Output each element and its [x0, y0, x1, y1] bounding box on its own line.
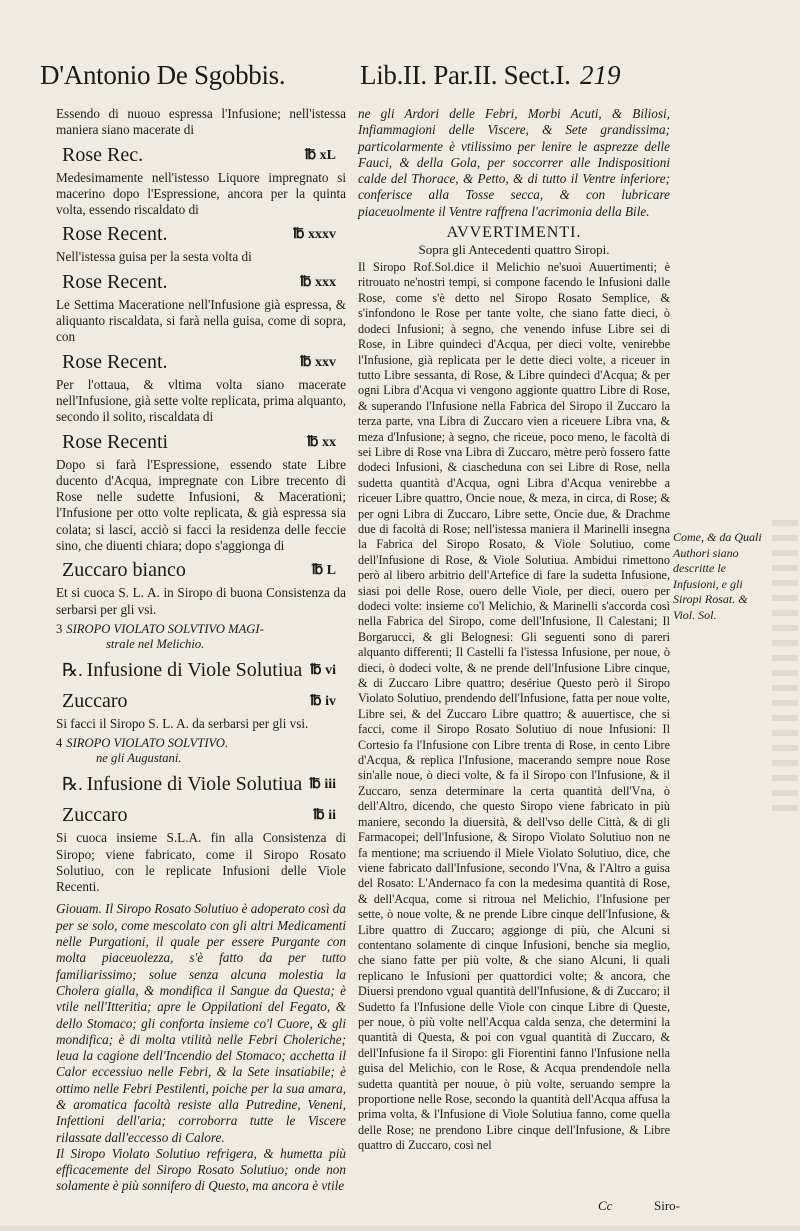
ingredient-quantity: ℔ xxxv — [293, 227, 336, 243]
paragraph: Per l'ottaua, & vltima volta siano macerate nell'Infusione, già sette volte replicata, prima alquanto, secondo il solito, riscaldata di — [56, 376, 346, 425]
right-column — [358, 106, 670, 1154]
ingredient-line — [56, 346, 346, 377]
ingredient-quantity: ℔ vi — [310, 662, 336, 678]
ingredient-quantity: ℔ xxx — [300, 274, 336, 290]
marginal-note: Come, & da Quali Authori siano descritte le Infusioni, e gli Siropi Rosat. & Viol. Sol. — [673, 530, 762, 622]
paragraph: Essendo di nuouo espressa l'Infusione; nell'istessa maniera siano macerate di — [56, 106, 346, 138]
ingredient-line — [56, 218, 346, 249]
recipe-number: 3 — [56, 621, 63, 636]
running-head-section: Lib.II. Par.II. Sect.I. — [360, 60, 571, 90]
ingredient-name: Rose Recent. — [62, 350, 168, 373]
recipe-number: 4 — [56, 736, 63, 751]
ingredient-name: Infusione di Viole Solutiua — [86, 658, 303, 681]
catchword: Siro- — [654, 1198, 680, 1213]
ingredient-line — [56, 426, 346, 457]
ingredient-name: Infusione di Viole Solutiua — [86, 773, 303, 796]
paragraph: Si facci il Siropo S. L. A. da serbarsi per gli vsi. — [56, 715, 309, 731]
ingredient-name: Zuccaro — [62, 689, 128, 712]
ingredient-quantity: ℔ iii — [309, 777, 336, 793]
recipe-heading — [56, 736, 346, 766]
paragraph: ne gli Ardori delle Febri, Morbi Acuti, & Biliosi, Infiammagioni delle Viscere, & Sete grandissima; particolarmente è vtilissimo per lenire le asprezze delle Fauci, & della Gola, per soccorrer alle Indispositioni calde del Thorace, & Petto, & di tutto il Ventre inferiore; conferisce alla Tosse secca, & con lubricare piaceuolmente il Ventre raffrena l'acrimonia della Bile. — [358, 106, 670, 219]
ingredient-quantity: ℔ xL — [304, 147, 336, 163]
page-edge — [0, 1226, 800, 1231]
paragraph: Giouam. Il Siropo Rosato Solutiuo è adoperato così da per se solo, come mescolato con gli altri Medicamenti nelle Purgationi, il quale per essere Purgante con molta piaceuolezza, s'è fatto da per tutto familiarissimo; solue senza alcuna molestia la Cholera gialla, & mondifica il Sangue da Questa; è vtile nell'Itteritia; apre le Oppilationi del Fegato, & dello Stomaco; gli conforta insieme co'l Cuore, & gli mondifica; è di molta vtilità nelle Febri Choleriche; leua la cagione dell'Incendio del Stomaco; acchetta il Calor eccessiuo nelle Febri, & la Sete insatiabile; è ottimo nelle Febri Pestilenti, poiche per la sua amara, & aromatica facoltà resiste alla Putredine, Veneni, Infettioni dell'aria; corroborra tutte le Viscere rilassate dall'eccesso di Calore. — [56, 901, 346, 1145]
show-through-text — [772, 520, 798, 820]
ingredient-name-group — [62, 773, 302, 796]
recipe-heading — [56, 622, 346, 652]
paragraph: Dopo si farà l'Espressione, essendo state Libre ducento d'Acqua, impregnate con Libre trecento di Rose nelle sudette Infusioni, & Macerationi; l'Infusione per otto volte replicata, & già espressa sia colata; si lasci, acciò si facci la residenza delle feccie sino, che diuenti chiara; dopo s'aggionga di — [56, 456, 346, 554]
paragraph: Si cuoca insieme S.L.A. fin alla Consistenza di Siropo; viene fabricato, come il Siropo Rosato Solutiuo, con le replicate Infusioni delle Viole Recenti. — [56, 830, 346, 895]
recipe-title-continued: strale nel Melichio. — [106, 636, 205, 651]
ingredient-name: Rose Recent. — [62, 270, 168, 293]
running-head-author: D'Antonio De Sgobbis. — [40, 60, 286, 90]
ingredient-quantity: ℔ L — [311, 563, 336, 579]
ingredient-line — [56, 139, 346, 170]
left-column — [56, 106, 346, 1195]
ingredient-quantity: ℔ iv — [310, 693, 336, 709]
recipe-title-continued: ne gli Augustani. — [96, 751, 182, 766]
ingredient-name-group — [62, 659, 302, 682]
ingredient-name: Zuccaro — [62, 804, 128, 827]
paragraph: Il Siropo Rof.Sol.dice il Melichio ne'suoi Auuertimenti; è ritrouato ne'nostri tempi, si compone facendo le Infusioni dalle Rose, come s'è detto nel Siropo Rosato Semplice, & s'infondono le Rose per tante volte, che siano fatte dieci, ò dodeci Infusioni; à segno, che venendo infuse Libre sei di Rose, in Libre quindeci d'Acqua, per dieci volte, venirebbe l'Infusione, già replicata per le dette dieci volte, a riceuer in tutto Libre sessanta, di Rose, & Libre quindeci d'Acqua; & per ogni Libra d'Acqua vi vengono aggionte quattro Libre di Rose, & superando l'Infusione nella Fabrica del Siropo il Zuccaro la terza parte, vna Libra di Zuccaro vien a riceuere Libra vna, & meza d'Infusione; à segno, che riceue, poco meno, le facoltà di sei Libre di Rose vna Libra di Zuccaro, mètre però fossero fatte dodeci Infusioni, & ciascheduna con sei Libre di Rose, nella sudetta quantità d'Acqua, ogni Libra d'Acqua venirebbe a riceuer Libre quattro, Oncie noue, & meza, in circa, di Rose; & per ogni Libra di Zuccaro, Libre sette, Oncie due, & Drachme due di facoltà di Rose; nell'istessa maniera il Marinelli insegna la Fabrica del Siropo Rosato, & Viole Solutiuo, come dell'Infusione di Rose, & Viole Solutiua. Ambidui rimettono però al libero arbitrio dell'Artefice di fare la sudetta Infusione, siasi poi delle Rose, ouero delle Viole, per dieci, ouero per dodeci volte: insieme co'l Melichio, & Marinelli s'accorda così nella Fabrica del Siropo, come dell'Infusione, Il Calestani; Il Borgarucci, & gli Belognesi: Gli seguenti sono di pareri alquanto differenti; Il Castelli fa l'istessa Infusione, per noue, ò dieci, ò dodeci volte, & ne prende dell'Infusione Libre cinque, & di Zuccaro Libre quattro; desériue Questo però il Siropo Violato Solutiuo, prendendo dell'Infusione, fatta per noue volte, Libre sei, & del Zuccaro Libre quattro; & auuertisce, che si facci, come il Siropo Rosato Solutiuo di noue Infusioni: Il Cortesio fa l'Infusione con Libre trenta di Rose, in cento Libre d'Acqua, & replica l'Infusione, macerando sempre noue Rose sin'alle noue, ò dieci volte, & fa il Siropo con l'Infusione, & il Zuccaro, senza determinare la certa quantità dell'Vna, ò dell'Altro, dicendo, che questo Siropo viene fabricato in più maniere, secondo la diuersità, & dell'vso delle Città, & di gli Farmacopei; dell'Infusione, & Siropo Violato Solutiuo non ne fa mentione; ma scriuendo il Miele Violato Solutiuo, dice, che viene fabricato dall'Infusione, secondo l'Vna, & l'Altro a guisa del Rosato: L'Andernaco fa con la medesima quantità di Rose, & dell'Acqua, come si ritroua nel Melichio, l'Infusione per sette, ò noue volte, & ne prende Libre cinque dell'Infusione, & Libre quattro di Zuccaro; aggionge di più, che Alcuni si contentano solamente di cinque Infusioni, benche sia meglio, che siano fatte per più volte, & che siano Alcuni, li quali replicano le Infusioni per quattordici volte; & ancora, che Diuersi prendono vgual quantità dell'Infusione, & di Zuccaro; il Sudetto fa l'Infusione delle Viole con cinque Libre di Queste, per noue, ò più volte nell'Acqua calda senza, che determini la quantità di Questa, & poi con vgual quantità di Zuccaro, & dell'Infusione fa il Siropo: gli Fiorentini fanno l'Infusione nella guisa del Melichio, con le Rose, & Acqua prendendole nella sudetta quantità per nouue, ò più volte, seruando sempre la proportione nelle Rose, secondo la quantità dell'Acqua affusa la prima volta, & l'Infusione di Viole Solutiua fanno, come quella delle Rose; ne prendono Libre cinque dell'Infusione, & Libre quattro di Zuccaro, così nel — [358, 260, 670, 1153]
ingredient-name: Rose Rec. — [62, 143, 144, 166]
ingredient-line — [56, 685, 346, 716]
recipe-title: SIROPO VIOLATO SOLVTIVO. — [66, 736, 229, 751]
ingredient-line — [56, 799, 346, 830]
recipe-symbol: ℞. — [62, 659, 83, 680]
ingredient-quantity: ℔ xx — [307, 434, 336, 450]
paragraph: Le Settima Maceratione nell'Infusione già espressa, & aliquanto riscaldata, si farà nella guisa, come di sopra, con — [56, 296, 346, 345]
ingredient-line — [56, 768, 346, 799]
recipe-symbol: ℞. — [62, 774, 83, 795]
ingredient-quantity: ℔ xxv — [300, 354, 336, 370]
recipe-title: SIROPO VIOLATO SOLVTIVO MAGI- — [66, 621, 264, 636]
ingredient-line — [56, 654, 346, 685]
ingredient-line — [56, 266, 346, 297]
ingredient-line — [56, 554, 346, 585]
ingredient-name: Rose Recenti — [62, 430, 169, 453]
paragraph: Medesimamente nell'istesso Liquore impregnato si macerino dopo l'Espressione, ancora per la quinta volta, essendo riscaldato di — [56, 169, 346, 218]
paragraph: Et si cuoca S. L. A. in Siropo di buona Consistenza da serbarsi per gli vsi. — [56, 585, 346, 617]
paragraph: Nell'istessa guisa per la sesta volta di — [56, 249, 252, 265]
section-heading: AVVERTIMENTI. — [446, 224, 582, 242]
ingredient-name: Rose Recent. — [62, 223, 168, 246]
ingredient-name: Zuccaro bianco — [62, 559, 186, 582]
page-number: 219 — [580, 60, 621, 90]
section-subheading: Sopra gli Antecedenti quattro Siropi. — [418, 242, 610, 258]
signature-mark: Cc — [598, 1198, 613, 1213]
ingredient-quantity: ℔ ii — [313, 808, 336, 824]
paragraph: Il Siropo Violato Solutiuo refrigera, & humetta più efficacemente del Siropo Rosato Solutiuo; onde non solamente è più sonnifero di Questo, ma ancora è vtile — [56, 1145, 346, 1194]
